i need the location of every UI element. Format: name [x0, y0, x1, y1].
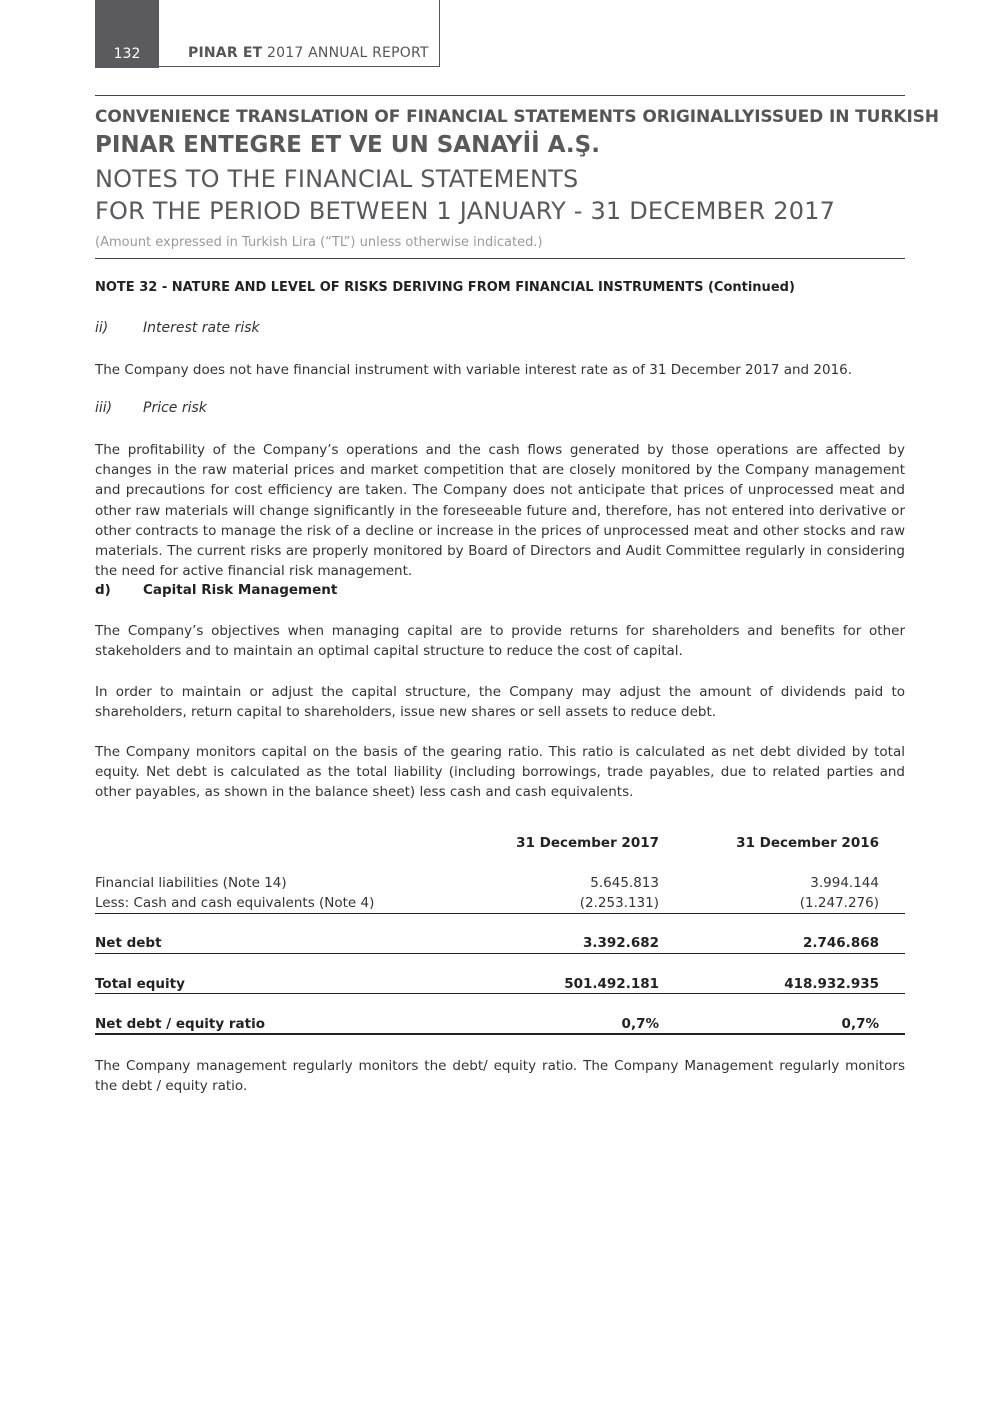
column-header-2016: 31 December 2016 [736, 835, 879, 851]
row-label: Financial liabilities (Note 14) [95, 875, 287, 891]
column-header-2017: 31 December 2017 [516, 835, 659, 851]
convenience-translation-heading: CONVENIENCE TRANSLATION OF FINANCIAL STATEMENTS ORIGINALLYISSUED IN TURKISH [95, 107, 939, 127]
table-rule [95, 1033, 905, 1035]
table-row [95, 875, 905, 895]
divider [95, 258, 905, 259]
company-name: PINAR ENTEGRE ET VE UN SANAYİİ A.Ş. [95, 132, 600, 158]
table-rule [95, 913, 905, 914]
price-risk-text: The profitability of the Company’s operations and the cash flows generated by those operations are affected by changes in the raw material prices and market competition that are closely monitored by the Company management and precautions for cost efficiency are taken. The Company does not anticipate that prices of unprocessed meat and other raw materials will change significantly in the foreseeable future and, therefore, has not entered into derivative or other contracts to manage the risk of a decline or increase in the prices of unprocessed meat and other stocks and raw materials. The current risks are properly monitored by Board of Directors and Audit Committee regularly in considering the need for active financial risk management. [95, 442, 905, 580]
amount-note: (Amount expressed in Turkish Lira (“TL”) unless otherwise indicated.) [95, 235, 543, 250]
company-short-name: PINAR ET [188, 45, 263, 61]
table-row-net-debt [95, 935, 905, 955]
value-2016: 2.746.868 [802, 935, 879, 951]
table-rule [95, 993, 905, 994]
closing-paragraph: The Company management regularly monitors the debt/ equity ratio. The Company Management regularly monitors the debt / equity ratio. [95, 1058, 905, 1095]
table-rule [95, 953, 905, 954]
row-label: Net debt [95, 935, 162, 951]
report-title [188, 45, 429, 61]
value-2016: 418.932.935 [784, 976, 879, 992]
capital-risk-heading: Capital Risk Management [143, 582, 338, 598]
value-2017: (2.253.131) [579, 895, 659, 911]
period-heading: FOR THE PERIOD BETWEEN 1 JANUARY - 31 DECEMBER 2017 [95, 197, 836, 225]
price-risk-heading: Price risk [143, 400, 207, 416]
value-2017: 501.492.181 [564, 976, 659, 992]
row-label: Total equity [95, 976, 185, 992]
capital-risk-letter: d) [95, 582, 111, 598]
capital-risk-paragraph-3: The Company monitors capital on the basis of the gearing ratio. This ratio is calculated as net debt divided by total equity. Net debt is calculated as the total liability (including borrowings, trade payables, due to related parties and other payables, as shown in the balance sheet) less cash and cash equivalents. [95, 744, 905, 801]
row-label: Net debt / equity ratio [95, 1016, 266, 1032]
notes-heading: NOTES TO THE FINANCIAL STATEMENTS [95, 165, 579, 193]
value-2017: 5.645.813 [590, 875, 659, 891]
interest-rate-risk-heading: Interest rate risk [143, 320, 260, 336]
value-2017: 3.392.682 [582, 935, 659, 951]
interest-rate-risk-text: The Company does not have financial instrument with variable interest rate as of 31 December 2017 and 2016. [95, 362, 853, 378]
value-2016: 0,7% [841, 1016, 879, 1032]
page-number: 132 [95, 0, 159, 68]
value-2017: 0,7% [621, 1016, 659, 1032]
row-label: Less: Cash and cash equivalents (Note 4) [95, 895, 375, 911]
note-title: NOTE 32 - NATURE AND LEVEL OF RISKS DERIVING FROM FINANCIAL INSTRUMENTS (Continued) [95, 280, 795, 295]
interest-rate-risk-number: ii) [95, 320, 109, 336]
value-2016: (1.247.276) [799, 895, 879, 911]
report-name: 2017 ANNUAL REPORT [267, 45, 429, 61]
table-row [95, 895, 905, 915]
price-risk-number: iii) [95, 400, 113, 416]
value-2016: 3.994.144 [810, 875, 879, 891]
capital-risk-paragraph-1: The Company’s objectives when managing capital are to provide returns for shareholders and benefits for other stakeholders and to maintain an optimal capital structure to reduce the cost of capital. [95, 623, 905, 660]
divider [95, 95, 905, 96]
capital-risk-paragraph-2: In order to maintain or adjust the capital structure, the Company may adjust the amount of dividends paid to shareholders, return capital to shareholders, issue new shares or sell assets to reduce debt. [95, 684, 905, 721]
